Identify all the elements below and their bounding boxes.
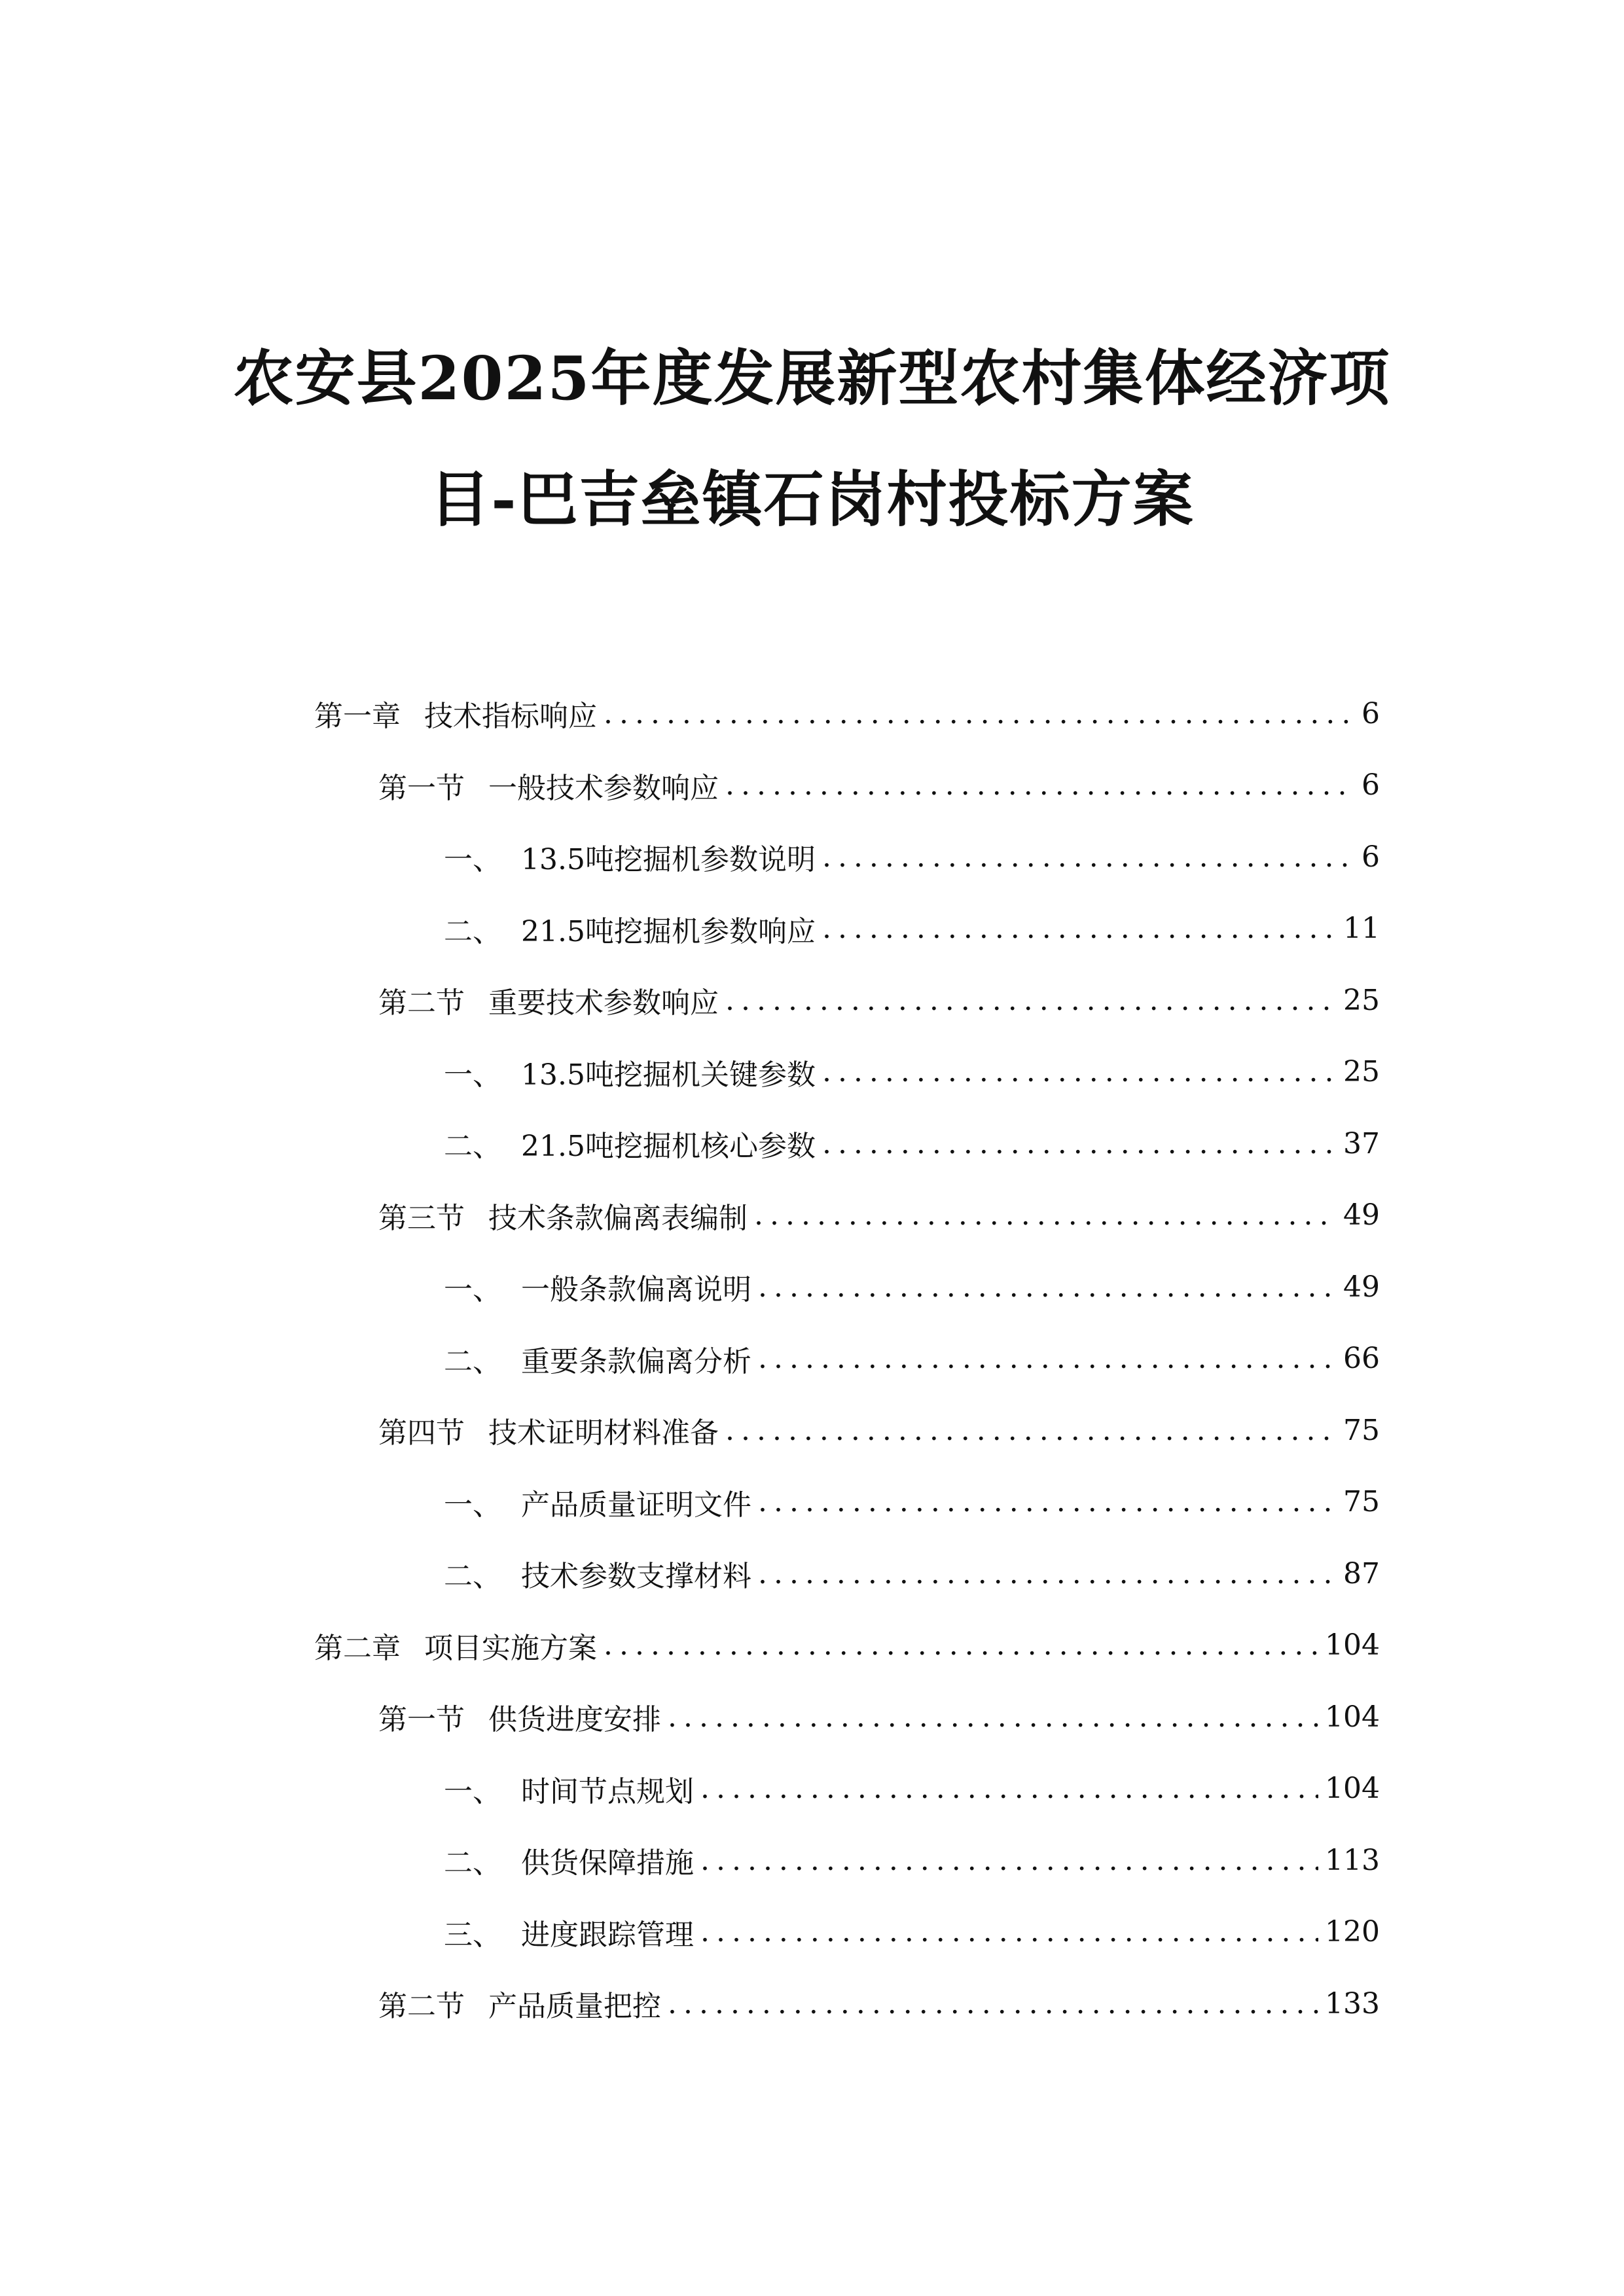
toc-entry-number: 二、 xyxy=(444,1130,501,1163)
toc-dot-leader xyxy=(604,1628,1318,1662)
toc-entry-number: 第二节 xyxy=(378,1990,465,2023)
toc-entry-label: 技术指标响应 xyxy=(424,700,597,733)
toc-dot-leader xyxy=(758,1270,1337,1304)
toc-entry[interactable] xyxy=(378,1697,1380,1736)
toc-entry-page-number: 75 xyxy=(1343,1485,1380,1518)
toc-entry-page-number: 104 xyxy=(1325,1700,1380,1734)
toc-dot-leader xyxy=(725,768,1355,802)
toc-entry-number: 一、 xyxy=(444,1273,501,1306)
toc-entry-label: 供货进度安排 xyxy=(488,1703,661,1736)
toc-entry-page-number: 6 xyxy=(1362,696,1380,730)
toc-entry[interactable] xyxy=(314,1626,1380,1665)
toc-dot-leader xyxy=(700,1915,1318,1948)
toc-entry-page-number: 6 xyxy=(1362,840,1380,874)
toc-entry[interactable] xyxy=(314,694,1380,733)
toc-entry-page-number: 49 xyxy=(1343,1270,1380,1304)
toc-dot-leader xyxy=(822,1055,1337,1088)
toc-entry[interactable] xyxy=(444,1124,1380,1163)
toc-entry-label: 进度跟踪管理 xyxy=(521,1918,694,1952)
toc-entry[interactable] xyxy=(378,766,1380,805)
toc-entry[interactable] xyxy=(378,1984,1380,2023)
toc-entry[interactable] xyxy=(444,1267,1380,1306)
toc-entry-page-number: 25 xyxy=(1343,1055,1380,1088)
toc-entry[interactable] xyxy=(444,1554,1380,1593)
toc-entry-number: 二、 xyxy=(444,1560,501,1593)
toc-entry-label: 产品质量把控 xyxy=(488,1990,661,2023)
toc-entry-page-number: 25 xyxy=(1343,983,1380,1017)
toc-dot-leader xyxy=(700,1844,1318,1877)
toc-dot-leader xyxy=(604,697,1355,730)
toc-entry-number: 二、 xyxy=(444,914,501,948)
toc-entry[interactable] xyxy=(378,980,1380,1020)
toc-entry-label: 21.5吨挖掘机参数响应 xyxy=(521,914,816,948)
toc-dot-leader xyxy=(754,1198,1337,1232)
toc-entry-number: 第一节 xyxy=(378,1703,465,1736)
toc-entry-page-number: 113 xyxy=(1325,1843,1380,1877)
toc-entry[interactable] xyxy=(444,1482,1380,1522)
toc-entry-label: 重要技术参数响应 xyxy=(488,986,719,1020)
toc-entry-label: 时间节点规划 xyxy=(521,1774,694,1808)
toc-entry[interactable] xyxy=(444,909,1380,948)
toc-dot-leader xyxy=(758,1557,1337,1590)
toc-dot-leader xyxy=(725,984,1337,1017)
toc-entry-number: 一、 xyxy=(444,843,501,876)
toc-entry-label: 技术证明材料准备 xyxy=(488,1416,719,1450)
toc-entry[interactable] xyxy=(444,1912,1380,1952)
toc-entry-label: 21.5吨挖掘机核心参数 xyxy=(521,1130,816,1163)
toc-entry[interactable] xyxy=(378,1196,1380,1235)
toc-entry-page-number: 104 xyxy=(1325,1772,1380,1805)
toc-entry[interactable] xyxy=(444,837,1380,876)
toc-dot-leader xyxy=(822,912,1337,945)
toc-entry-page-number: 66 xyxy=(1343,1342,1380,1375)
document-title-line-1: 农安县2025年度发展新型农村集体经济项 xyxy=(233,343,1391,414)
toc-entry-number: 三、 xyxy=(444,1918,501,1952)
toc-entry[interactable] xyxy=(444,1769,1380,1808)
toc-entry-number: 二、 xyxy=(444,1846,501,1880)
toc-dot-leader xyxy=(700,1772,1318,1805)
toc-entry-number: 一、 xyxy=(444,1774,501,1808)
toc-entry-label: 供货保障措施 xyxy=(521,1846,694,1880)
toc-entry-label: 13.5吨挖掘机关键参数 xyxy=(521,1058,816,1092)
toc-entry-page-number: 75 xyxy=(1343,1413,1380,1447)
toc-entry-number: 第四节 xyxy=(378,1416,465,1450)
toc-entry-number: 第三节 xyxy=(378,1201,465,1235)
toc-entry-page-number: 49 xyxy=(1343,1198,1380,1232)
toc-dot-leader xyxy=(725,1414,1337,1447)
toc-dot-leader xyxy=(758,1342,1337,1375)
toc-dot-leader xyxy=(758,1485,1337,1518)
toc-entry-label: 13.5吨挖掘机参数说明 xyxy=(521,843,816,876)
toc-entry-number: 一、 xyxy=(444,1058,501,1092)
document-title-line-2: 目-巴吉垒镇石岗村投标方案 xyxy=(429,464,1195,535)
toc-entry-number: 第一节 xyxy=(378,771,465,805)
toc-entry[interactable] xyxy=(444,1840,1380,1880)
toc-entry-page-number: 87 xyxy=(1343,1556,1380,1590)
toc-entry-page-number: 104 xyxy=(1325,1628,1380,1662)
toc-entry-page-number: 120 xyxy=(1325,1915,1380,1948)
toc-entry-label: 技术条款偏离表编制 xyxy=(488,1201,748,1235)
toc-entry-page-number: 37 xyxy=(1343,1126,1380,1160)
toc-entry-label: 重要条款偏离分析 xyxy=(521,1344,751,1378)
toc-dot-leader xyxy=(822,840,1355,874)
toc-entry-number: 第二节 xyxy=(378,986,465,1020)
toc-entry-page-number: 6 xyxy=(1362,768,1380,802)
toc-entry[interactable] xyxy=(444,1339,1380,1378)
toc-entry-page-number: 133 xyxy=(1325,1986,1380,2020)
toc-entry[interactable] xyxy=(444,1052,1380,1092)
toc-entry-label: 技术参数支撑材料 xyxy=(521,1560,751,1593)
toc-entry-label: 产品质量证明文件 xyxy=(521,1488,751,1522)
toc-entry[interactable] xyxy=(378,1410,1380,1450)
toc-entry-label: 项目实施方案 xyxy=(424,1631,597,1665)
toc-dot-leader xyxy=(668,1987,1318,2020)
toc-entry-number: 二、 xyxy=(444,1344,501,1378)
toc-dot-leader xyxy=(668,1700,1318,1734)
toc-dot-leader xyxy=(822,1127,1337,1160)
toc-entry-number: 一、 xyxy=(444,1488,501,1522)
toc-entry-page-number: 11 xyxy=(1343,912,1380,945)
toc-entry-label: 一般技术参数响应 xyxy=(488,771,719,805)
toc-entry-number: 第二章 xyxy=(314,1631,401,1665)
toc-entry-number: 第一章 xyxy=(314,700,401,733)
toc-entry-label: 一般条款偏离说明 xyxy=(521,1273,751,1306)
